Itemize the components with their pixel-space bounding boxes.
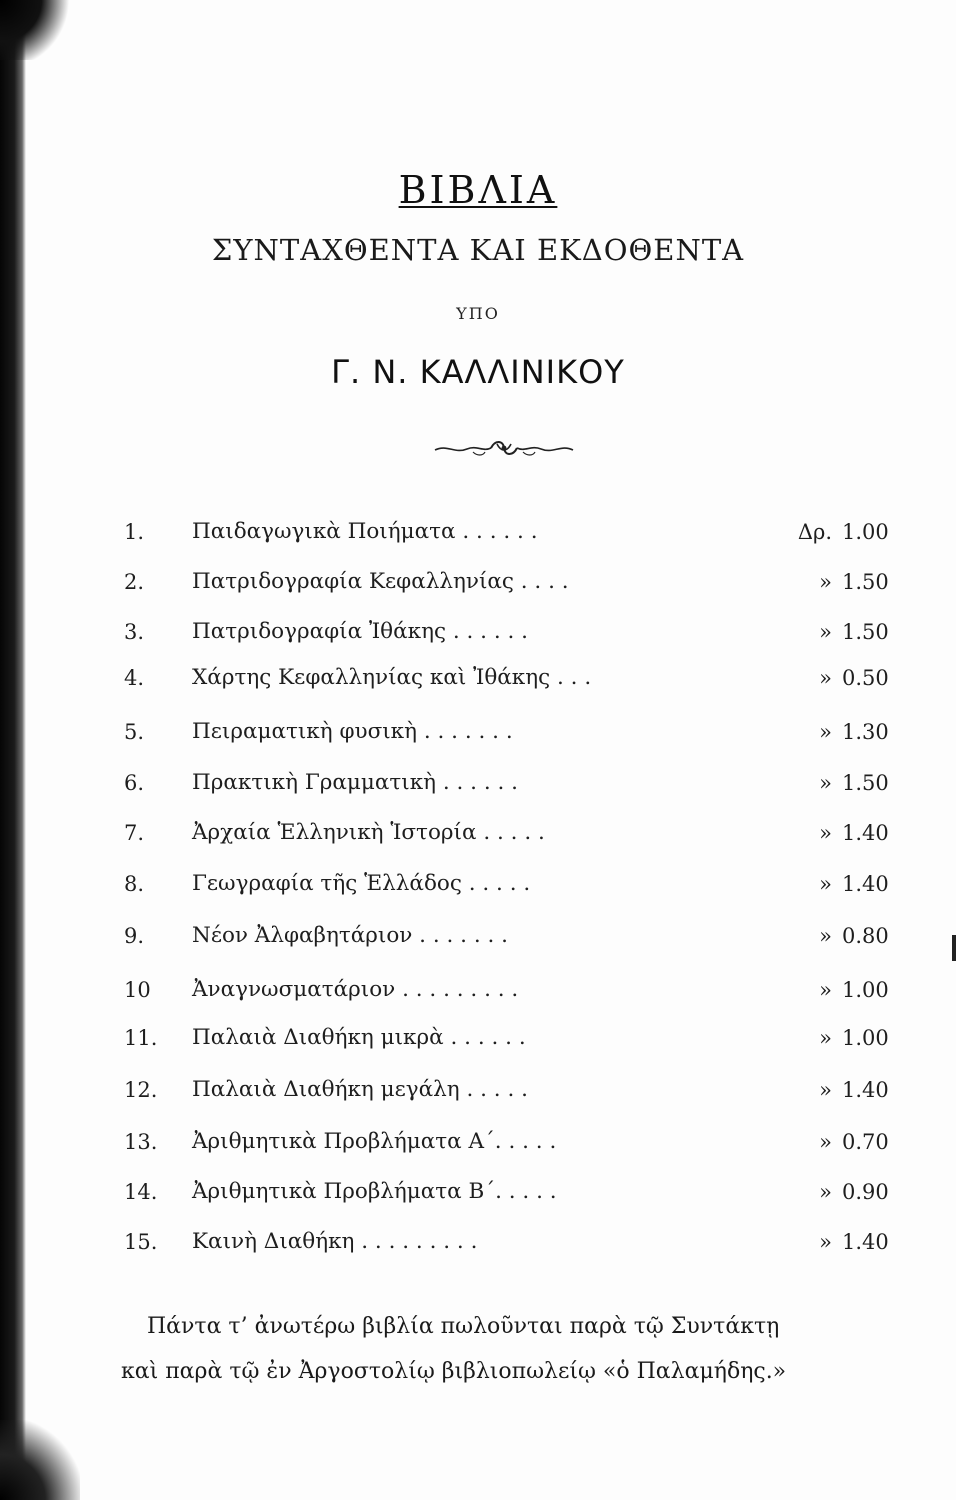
book-price: 1.40 <box>842 1078 889 1102</box>
book-price: 1.40 <box>842 872 889 896</box>
book-number: 11. <box>124 1026 158 1050</box>
price-unit: Δρ. <box>797 520 832 544</box>
book-number: 12. <box>124 1078 158 1102</box>
price-unit: » <box>819 1230 832 1254</box>
list-item <box>0 918 956 954</box>
book-price: 1.40 <box>842 1230 889 1254</box>
footer-line-2: καὶ παρὰ τῷ ἐν Ἀργοστολίῳ βιβλιοπωλείῳ «ὁ Παλαμήδης.» <box>121 1359 787 1384</box>
book-title: Χάρτης Κεφαλληνίας καὶ Ἰθάκης . . . <box>192 665 592 690</box>
book-title: Ἀναγνωσματάριον . . . . . . . . . <box>192 977 519 1002</box>
list-item <box>0 714 956 750</box>
list-item <box>0 614 956 650</box>
book-title: Πρακτικὴ Γραμματικὴ . . . . . . <box>192 770 519 795</box>
book-title: Πειραματικὴ φυσικὴ . . . . . . . <box>192 719 513 744</box>
list-item <box>0 1124 956 1160</box>
book-number: 15. <box>124 1230 158 1254</box>
book-price: 1.40 <box>842 821 889 845</box>
book-title: Πατριδογραφία Κεφαλληνίας . . . . <box>192 569 569 594</box>
list-item <box>0 815 956 851</box>
list-item <box>0 564 956 600</box>
book-number: 9. <box>124 924 145 948</box>
by-label: ΥΠΟ <box>456 304 500 323</box>
book-number: 4. <box>124 666 145 690</box>
price-unit: » <box>819 1180 832 1204</box>
price-unit: » <box>819 771 832 795</box>
book-price: 1.30 <box>842 720 889 744</box>
book-number: 13. <box>124 1130 158 1154</box>
book-number: 10 <box>124 978 151 1002</box>
book-price: 1.00 <box>842 978 889 1002</box>
book-price: 0.90 <box>842 1180 889 1204</box>
list-item <box>0 866 956 902</box>
book-title: Καινὴ Διαθήκη . . . . . . . . . <box>192 1229 478 1254</box>
book-title: Παλαιὰ Διαθήκη μικρὰ . . . . . . <box>192 1025 526 1050</box>
book-price: 1.00 <box>842 520 889 544</box>
price-unit: » <box>819 872 832 896</box>
author-name: Γ. Ν. ΚΑΛΛΙΝΙΚΟΥ <box>331 353 625 391</box>
page-subtitle: ΣΥΝΤΑΧΘΕΝΤΑ ΚΑΙ ΕΚΔΟΘΕΝΤΑ <box>211 233 745 267</box>
price-unit: » <box>819 924 832 948</box>
list-item <box>0 1174 956 1210</box>
book-title: Παλαιὰ Διαθήκη μεγάλη . . . . . <box>192 1077 528 1102</box>
book-number: 6. <box>124 771 145 795</box>
book-price: 0.50 <box>842 666 889 690</box>
price-unit: » <box>819 1130 832 1154</box>
book-price: 1.50 <box>842 771 889 795</box>
book-title: Γεωγραφία τῆς Ἑλλάδος . . . . . <box>192 871 531 896</box>
book-number: 5. <box>124 720 145 744</box>
price-unit: » <box>819 720 832 744</box>
book-number: 1. <box>124 520 145 544</box>
list-item <box>0 765 956 801</box>
list-item <box>0 1020 956 1056</box>
book-price: 0.70 <box>842 1130 889 1154</box>
price-unit: » <box>819 978 832 1002</box>
footer-line-1: Πάντα τ’ ἀνωτέρω βιβλία πωλοῦνται παρὰ τῷ Συντάκτῃ <box>147 1314 780 1339</box>
book-number: 8. <box>124 872 145 896</box>
book-number: 14. <box>124 1180 158 1204</box>
list-item <box>0 1224 956 1260</box>
book-title: Ἀρχαία Ἑλληνικὴ Ἱστορία . . . . . <box>192 820 545 845</box>
book-price: 0.80 <box>842 924 889 948</box>
book-price: 1.00 <box>842 1026 889 1050</box>
page-title: ΒΙΒΛΙΑ <box>398 168 558 212</box>
list-item <box>0 514 956 550</box>
book-title: Ἀριθμητικὰ Προβλήματα Α΄. . . . . <box>192 1129 557 1154</box>
price-unit: » <box>819 620 832 644</box>
price-unit: » <box>819 1078 832 1102</box>
price-unit: » <box>819 821 832 845</box>
list-item <box>0 1072 956 1108</box>
book-title: Νέον Ἀλφαβητάριον . . . . . . . <box>192 923 509 948</box>
book-number: 2. <box>124 570 145 594</box>
book-price: 1.50 <box>842 570 889 594</box>
book-title: Παιδαγωγικὰ Ποιήματα . . . . . . <box>192 519 538 544</box>
book-number: 3. <box>124 620 145 644</box>
price-unit: » <box>819 1026 832 1050</box>
book-number: 7. <box>124 821 145 845</box>
book-price: 1.50 <box>842 620 889 644</box>
book-title: Πατριδογραφία Ἰθάκης . . . . . . <box>192 619 529 644</box>
list-item <box>0 972 956 1008</box>
list-item <box>0 660 956 696</box>
book-title: Ἀριθμητικὰ Προβλήματα Β΄. . . . . <box>192 1179 557 1204</box>
price-unit: » <box>819 666 832 690</box>
price-unit: » <box>819 570 832 594</box>
